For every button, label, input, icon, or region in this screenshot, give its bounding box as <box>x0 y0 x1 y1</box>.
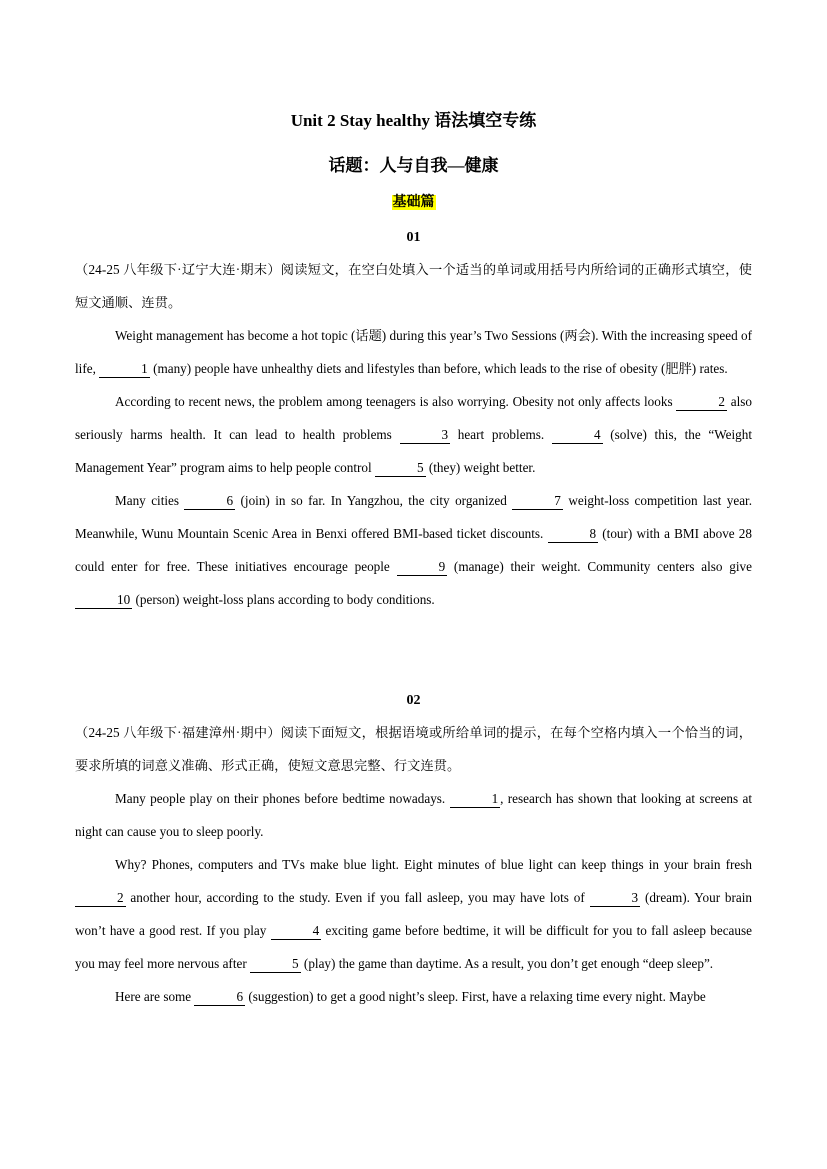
answer-blank[interactable]: 3 <box>590 890 641 907</box>
answer-blank[interactable]: 7 <box>512 493 563 510</box>
answer-blank[interactable]: 8 <box>548 526 599 543</box>
answer-blank[interactable]: 2 <box>75 890 126 907</box>
answer-blank[interactable]: 4 <box>552 427 603 444</box>
section-1 <box>75 253 752 616</box>
document-title: Unit 2 Stay healthy 语法填空专练 <box>290 111 537 130</box>
answer-blank[interactable]: 9 <box>397 559 448 576</box>
answer-blank[interactable]: 4 <box>271 923 322 940</box>
answer-blank[interactable]: 6 <box>184 493 235 510</box>
answer-blank[interactable]: 3 <box>400 427 451 444</box>
answer-blank[interactable]: 6 <box>194 989 245 1006</box>
level-heading <box>0 193 827 213</box>
section-2 <box>75 716 752 1013</box>
section-1-number: 01 <box>406 230 421 245</box>
answer-blank[interactable]: 5 <box>375 460 426 477</box>
answer-blank[interactable]: 1 <box>99 361 150 378</box>
document-topic: 话题：人与自我—健康 <box>328 156 499 175</box>
answer-blank[interactable]: 1 <box>450 791 501 808</box>
section-2-source: （24-25 八年级下·福建漳州·期中）阅读下面短文，根据语境或所给单词的提示，在每个空格内填入一个恰当的词，要求所填的词意义准确、形式正确，使短文意思完整、行文连贯。 <box>75 725 752 773</box>
section-2-paragraph-2: Why? Phones, computers and TVs make blue light. Eight minutes of blue light can keep things in your brain fresh 2 another hour, according to the study. Even if you fall asleep, you may have lots of 3 (dream). Your brain won’t have a good rest. If you play 4 exciting game before bedtime, it will be difficult for you to fall asleep because you may feel more nervous after 5 (play) the game than daytime. As a result, you don’t get enough “deep sleep”. <box>75 857 752 971</box>
answer-blank[interactable]: 2 <box>676 394 727 411</box>
section-1-paragraph-1: Weight management has become a hot topic (话题) during this year’s Two Sessions (两会). With the increasing speed of life, 1 (many) people have unhealthy diets and lifestyles than before, which leads to the rise of obesity (肥胖) rates. <box>75 328 752 376</box>
section-1-paragraph-3: Many cities 6 (join) in so far. In Yangzhou, the city organized 7 weight-loss competition last year. Meanwhile, Wunu Mountain Scenic Area in Benxi offered BMI-based ticket discounts. 8 (tour) with a BMI above 28 could enter for free. These initiatives encourage people 9 (manage) their weight. Community centers also give 10 (person) weight-loss plans according to body conditions. <box>75 493 753 607</box>
section-1-source: （24-25 八年级下·辽宁大连·期末）阅读短文，在空白处填入一个适当的单词或用括号内所给词的正确形式填空，使短文通顺、连贯。 <box>75 262 752 310</box>
section-2-number: 02 <box>406 693 421 708</box>
answer-blank[interactable]: 10 <box>75 592 132 609</box>
section-1-paragraph-2: According to recent news, the problem among teenagers is also worrying. Obesity not only affects looks 2 also seriously harms health. It can lead to health problems 3 heart problems. 4 (solve) this, the “Weight Management Year” program aims to help people control 5 (they) weight better. <box>75 394 753 475</box>
section-2-paragraph-1: Many people play on their phones before bedtime nowadays. 1 , research has shown that looking at screens at night can cause you to sleep poorly. <box>75 791 752 839</box>
answer-blank[interactable]: 5 <box>250 956 301 973</box>
section-2-paragraph-3: Here are some 6 (suggestion) to get a good night’s sleep. First, have a relaxing time every night. Maybe <box>115 989 706 1004</box>
level-badge: 基础篇 <box>392 195 435 210</box>
